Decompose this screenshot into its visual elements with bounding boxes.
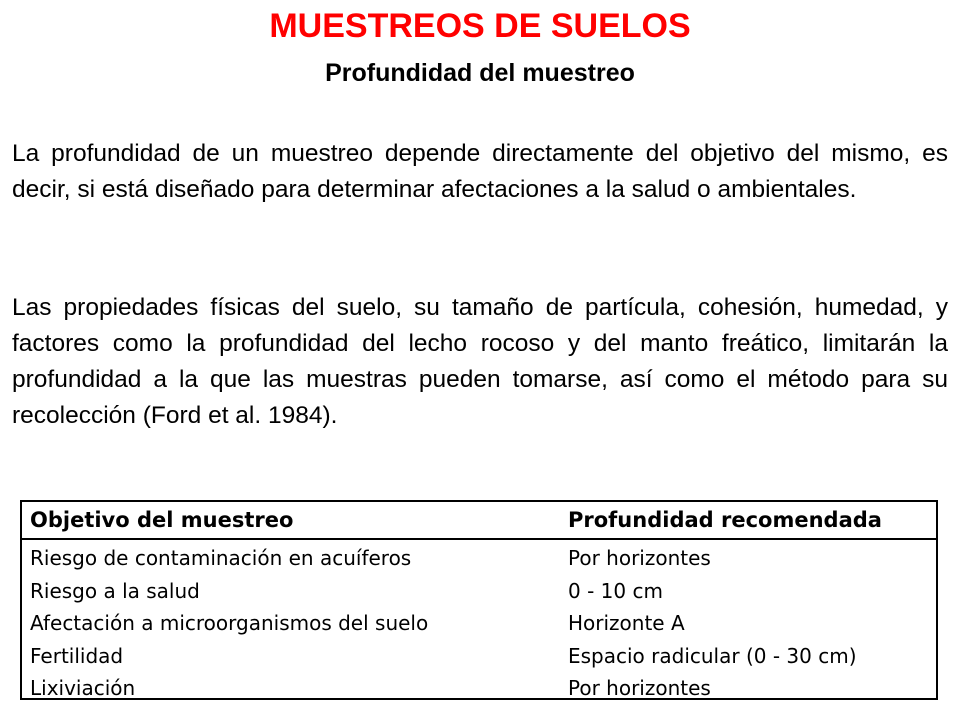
row-objective: Fertilidad xyxy=(30,643,124,668)
row-depth: 0 - 10 cm xyxy=(568,578,663,603)
table-body xyxy=(22,542,936,705)
table-row xyxy=(22,672,936,705)
row-objective: Riesgo de contaminación en acuíferos xyxy=(30,546,412,570)
table-row xyxy=(22,607,936,640)
row-depth: Por horizontes xyxy=(568,546,711,570)
page-subtitle: Profundidad del muestreo xyxy=(325,59,635,87)
row-depth: Espacio radicular (0 - 30 cm) xyxy=(568,643,857,668)
header-objective: Objetivo del muestreo xyxy=(30,508,294,532)
paragraph-physical-properties: Las propiedades físicas del suelo, su tamaño de partícula, cohesión, humedad, y factores como la profundidad del lecho rocoso y del manto freático, limitarán la profundidad a la que las muestras pueden tomarse, así como el método para su recolección (Ford et al. 1984). xyxy=(12,294,948,429)
table-row xyxy=(22,575,936,608)
page-title: MUESTREOS DE SUELOS xyxy=(269,7,691,45)
header-recommended-depth: Profundidad recomendada xyxy=(568,508,882,532)
paragraph-depth-objective: La profundidad de un muestreo depende directamente del objetivo del mismo, es decir, si está diseñado para determinar afectaciones a la salud o ambientales. xyxy=(12,140,948,203)
sampling-depth-table xyxy=(20,500,938,700)
row-objective: Riesgo a la salud xyxy=(30,578,200,603)
table-header xyxy=(22,502,936,540)
table-row xyxy=(22,542,936,575)
row-depth: Horizonte A xyxy=(568,611,685,635)
row-depth: Por horizontes xyxy=(568,676,711,700)
table-row xyxy=(22,640,936,673)
row-objective: Lixiviación xyxy=(30,676,136,700)
row-objective: Afectación a microorganismos del suelo xyxy=(30,611,429,635)
